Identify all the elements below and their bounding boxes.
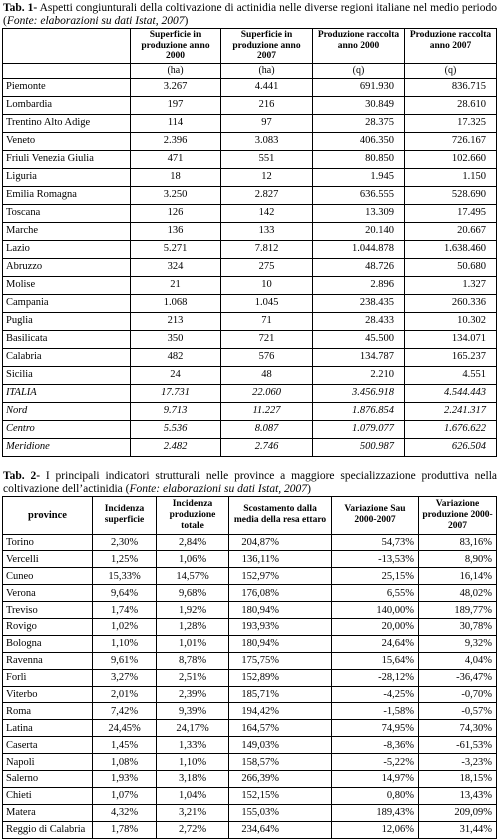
table2-cell: 4,04% [419, 652, 497, 669]
table1-column-header: Superficie in produzione anno 2000 [131, 29, 221, 64]
province-name: Verona [3, 585, 93, 602]
table2-cell: 18,15% [419, 770, 497, 787]
table2-cell: 9,61% [93, 652, 157, 669]
table1-cell: 482 [131, 348, 221, 366]
table1-total-cell: 1.876.854 [313, 402, 405, 420]
table1-cell: 102.660 [405, 150, 497, 168]
table2-row [3, 602, 497, 619]
table1-total-cell: 626.504 [405, 438, 497, 456]
table2-cell: 74,30% [419, 720, 497, 737]
table1-cell: 142 [221, 204, 313, 222]
province-name: Latina [3, 720, 93, 737]
table1-cell: 528.690 [405, 186, 497, 204]
province-name: Vercelli [3, 551, 93, 568]
table2-cell: 9,39% [157, 703, 229, 720]
table1-unit-label: (ha) [131, 63, 221, 78]
table1-cell: 836.715 [405, 78, 497, 96]
region-name: Emilia Romagna [3, 186, 131, 204]
table1-column-header: Superficie in produzione anno 2007 [221, 29, 313, 64]
table1-cell: 691.930 [313, 78, 405, 96]
table1-row [3, 240, 497, 258]
table2-cell: -0,57% [419, 703, 497, 720]
table1-cell: 133 [221, 222, 313, 240]
table2-row [3, 737, 497, 754]
table2-cell: 0,80% [332, 787, 419, 804]
table2-cell: 136,11% [229, 551, 332, 568]
table1-row [3, 78, 497, 96]
table1-cell: 3.250 [131, 186, 221, 204]
table2-cell: 2,39% [157, 686, 229, 703]
table2-cell: 189,77% [419, 602, 497, 619]
region-name: Trentino Alto Adige [3, 114, 131, 132]
table1-row [3, 186, 497, 204]
table1-cell: 28.610 [405, 96, 497, 114]
table1-cell: 134.787 [313, 348, 405, 366]
table2-cell: 140,00% [332, 602, 419, 619]
region-name: Puglia [3, 312, 131, 330]
table2-cell: 3,27% [93, 669, 157, 686]
table1-row [3, 114, 497, 132]
table2-cell: 175,75% [229, 652, 332, 669]
table1-cell: 136 [131, 222, 221, 240]
table2-cell: 6,55% [332, 585, 419, 602]
table2-cell: 1,02% [93, 618, 157, 635]
region-name: Molise [3, 276, 131, 294]
table1-total-row [3, 384, 497, 402]
table2-cell: 1,25% [93, 551, 157, 568]
table1-cell: 726.167 [405, 132, 497, 150]
table1-total-cell: 1.079.077 [313, 420, 405, 438]
table1-cell: 2.210 [313, 366, 405, 384]
table2-cell: 2,51% [157, 669, 229, 686]
table1-cell: 1.150 [405, 168, 497, 186]
table2-cell: 1,08% [93, 754, 157, 771]
table2-row [3, 804, 497, 821]
province-name: Salerno [3, 770, 93, 787]
table2-column-header: Variazione produzione 2000-2007 [419, 496, 497, 534]
table2-cell: 194,42% [229, 703, 332, 720]
table2-cell: 7,42% [93, 703, 157, 720]
table2-cell: 1,74% [93, 602, 157, 619]
table1-cell: 114 [131, 114, 221, 132]
table2-cell: 2,30% [93, 534, 157, 551]
table2-cell: 152,15% [229, 787, 332, 804]
table2-cell: 266,39% [229, 770, 332, 787]
table2-cell: -13,53% [332, 551, 419, 568]
table2-cell: 155,03% [229, 804, 332, 821]
table1-total-cell: 22.060 [221, 384, 313, 402]
table2-row [3, 652, 497, 669]
region-name: Toscana [3, 204, 131, 222]
table2-row [3, 703, 497, 720]
table2-column-header: Incidenza produzione totale [157, 496, 229, 534]
table2-cell: 83,16% [419, 534, 497, 551]
province-name: Forlì [3, 669, 93, 686]
area-name: Nord [3, 402, 131, 420]
table2-row [3, 787, 497, 804]
table1-total-row [3, 420, 497, 438]
area-name: ITALIA [3, 384, 131, 402]
table2-cell: 1,01% [157, 635, 229, 652]
table2-caption [0, 468, 500, 496]
table2-cell: 3,18% [157, 770, 229, 787]
table2-row [3, 534, 497, 551]
table2-body [3, 534, 497, 838]
table2-cell: 1,07% [93, 787, 157, 804]
table2-cell: 1,06% [157, 551, 229, 568]
table1-cell: 165.237 [405, 348, 497, 366]
table1-unit-label [3, 63, 131, 78]
table2-cell: 4,32% [93, 804, 157, 821]
table2-cell: -3,23% [419, 754, 497, 771]
table2-cell: -4,25% [332, 686, 419, 703]
table1-cell: 238.435 [313, 294, 405, 312]
table2-cell: 9,64% [93, 585, 157, 602]
region-name: Veneto [3, 132, 131, 150]
table1-cell: 97 [221, 114, 313, 132]
table2-column-header: province [3, 496, 93, 534]
table1-caption-end: ) [184, 15, 189, 27]
table2-cell: 193,93% [229, 618, 332, 635]
table2-cell: 13,43% [419, 787, 497, 804]
table1-cell: 18 [131, 168, 221, 186]
table2-label: Tab. 2- [3, 469, 41, 482]
table1-cell: 4.551 [405, 366, 497, 384]
table2-row [3, 618, 497, 635]
table1-cell: 28.375 [313, 114, 405, 132]
table1-cell: 13.309 [313, 204, 405, 222]
province-name: Viterbo [3, 686, 93, 703]
table1-cell: 45.500 [313, 330, 405, 348]
table2-cell: -61,53% [419, 737, 497, 754]
table1-cell: 275 [221, 258, 313, 276]
table2-header-row [3, 496, 497, 534]
table1-total-cell: 8.087 [221, 420, 313, 438]
province-name: Ravenna [3, 652, 93, 669]
area-name: Centro [3, 420, 131, 438]
table1-cell: 636.555 [313, 186, 405, 204]
table2-row [3, 568, 497, 585]
table1-cell: 10 [221, 276, 313, 294]
table1-cell: 30.849 [313, 96, 405, 114]
table2-cell: 152,89% [229, 669, 332, 686]
table1-cell: 1.068 [131, 294, 221, 312]
table2-cell: 24,64% [332, 635, 419, 652]
table1-cell: 50.680 [405, 258, 497, 276]
table2-cell: -5,22% [332, 754, 419, 771]
table2-cell: -8,36% [332, 737, 419, 754]
table1-cell: 17.495 [405, 204, 497, 222]
table2-row [3, 635, 497, 652]
table2-cell: 3,21% [157, 804, 229, 821]
table1-total-cell: 17.731 [131, 384, 221, 402]
table1-total-cell: 5.536 [131, 420, 221, 438]
table1-cell: 2.827 [221, 186, 313, 204]
table2-row [3, 770, 497, 787]
table2-cell: 164,57% [229, 720, 332, 737]
table2-cell: -28,12% [332, 669, 419, 686]
table2-caption-source: Fonte: elaborazioni su dati Istat, 2007 [129, 482, 308, 495]
table2-cell: 8,78% [157, 652, 229, 669]
table1-row [3, 150, 497, 168]
table2-cell: 24,17% [157, 720, 229, 737]
table2-cell: 20,00% [332, 618, 419, 635]
table2-cell: 180,94% [229, 602, 332, 619]
table1-header-row [3, 29, 497, 64]
table2-cell: 15,33% [93, 568, 157, 585]
table1-units-row [3, 63, 497, 78]
table2 [2, 496, 497, 839]
table2-cell: 14,57% [157, 568, 229, 585]
province-name: Napoli [3, 754, 93, 771]
table2-cell: 185,71% [229, 686, 332, 703]
table1-row [3, 366, 497, 384]
table2-cell: -36,47% [419, 669, 497, 686]
table1-column-header [3, 29, 131, 64]
table1-total-cell: 1.676.622 [405, 420, 497, 438]
table1-row [3, 312, 497, 330]
table1-cell: 576 [221, 348, 313, 366]
table2-cell: 149,03% [229, 737, 332, 754]
table2-row [3, 669, 497, 686]
province-name: Reggio di Calabria [3, 821, 93, 838]
region-name: Piemonte [3, 78, 131, 96]
region-name: Calabria [3, 348, 131, 366]
table2-cell: 8,90% [419, 551, 497, 568]
region-name: Basilicata [3, 330, 131, 348]
table1-cell: 80.850 [313, 150, 405, 168]
table2-cell: 189,43% [332, 804, 419, 821]
province-name: Bologna [3, 635, 93, 652]
table1-unit-label: (q) [405, 63, 497, 78]
table2-cell: 12,06% [332, 821, 419, 838]
table2-cell: 158,57% [229, 754, 332, 771]
table1-cell: 71 [221, 312, 313, 330]
table1-cell: 20.140 [313, 222, 405, 240]
table1-unit-label: (ha) [221, 63, 313, 78]
table2-cell: 1,78% [93, 821, 157, 838]
table2-column-header: Scostamento dalla media della resa ettaro [229, 496, 332, 534]
table2-column-header: Incidenza superficie [93, 496, 157, 534]
province-name: Rovigo [3, 618, 93, 635]
table1-cell: 471 [131, 150, 221, 168]
table1-body [3, 78, 497, 456]
table2-cell: 234,64% [229, 821, 332, 838]
table1-total-cell: 9.713 [131, 402, 221, 420]
table1-caption [0, 0, 500, 28]
table2-cell: 1,28% [157, 618, 229, 635]
table1-cell: 3.267 [131, 78, 221, 96]
province-name: Chieti [3, 787, 93, 804]
table1-column-header: Produzione raccolta anno 2000 [313, 29, 405, 64]
province-name: Roma [3, 703, 93, 720]
table1-total-cell: 11.227 [221, 402, 313, 420]
table1-cell: 134.071 [405, 330, 497, 348]
table2-row [3, 720, 497, 737]
table2-cell: 204,87% [229, 534, 332, 551]
table1-cell: 721 [221, 330, 313, 348]
table1-cell: 10.302 [405, 312, 497, 330]
table1-cell: 350 [131, 330, 221, 348]
table2-cell: 1,10% [93, 635, 157, 652]
table2-row [3, 551, 497, 568]
table1-cell: 5.271 [131, 240, 221, 258]
table1-cell: 21 [131, 276, 221, 294]
table1-cell: 48.726 [313, 258, 405, 276]
table1-cell: 551 [221, 150, 313, 168]
table1-caption-source: Fonte: elaborazioni su dati Istat, 2007 [6, 15, 185, 27]
table1-cell: 197 [131, 96, 221, 114]
table1-label: Tab. 1- [3, 2, 38, 14]
region-name: Friuli Venezia Giulia [3, 150, 131, 168]
table1-caption-text: Aspetti congiunturali della coltivazione di actinidia nelle diverse regioni italiane nel medio periodo ( [3, 2, 498, 27]
table2-cell: 2,72% [157, 821, 229, 838]
region-name: Abruzzo [3, 258, 131, 276]
table1-cell: 12 [221, 168, 313, 186]
table1-cell: 1.327 [405, 276, 497, 294]
table2-cell: 25,15% [332, 568, 419, 585]
table1-cell: 406.350 [313, 132, 405, 150]
table1-row [3, 222, 497, 240]
table1-total-row [3, 438, 497, 456]
table1-cell: 17.325 [405, 114, 497, 132]
table2-cell: 54,73% [332, 534, 419, 551]
table1-row [3, 96, 497, 114]
table2-cell: 31,44% [419, 821, 497, 838]
table1 [2, 28, 497, 457]
table1-cell: 2.896 [313, 276, 405, 294]
table1-total-cell: 2.241.317 [405, 402, 497, 420]
table1-cell: 28.433 [313, 312, 405, 330]
table2-row [3, 821, 497, 838]
table1-column-header: Produzione raccolta anno 2007 [405, 29, 497, 64]
table1-cell: 126 [131, 204, 221, 222]
table1-cell: 24 [131, 366, 221, 384]
table1-total-cell: 2.746 [221, 438, 313, 456]
table2-cell: 1,45% [93, 737, 157, 754]
table2-cell: 14,97% [332, 770, 419, 787]
province-name: Torino [3, 534, 93, 551]
table2-caption-text: I principali indicatori strutturali nelle province a maggiore specializzazione produttiva nella coltivazione dell’actinidia ( [3, 469, 497, 495]
table2-cell: 2,01% [93, 686, 157, 703]
region-name: Campania [3, 294, 131, 312]
table2-cell: 1,10% [157, 754, 229, 771]
region-name: Sicilia [3, 366, 131, 384]
table1-row [3, 258, 497, 276]
table2-cell: 30,78% [419, 618, 497, 635]
table1-cell: 1.638.460 [405, 240, 497, 258]
table2-cell: 180,94% [229, 635, 332, 652]
table2-cell: 152,97% [229, 568, 332, 585]
table2-cell: 176,08% [229, 585, 332, 602]
province-name: Caserta [3, 737, 93, 754]
table1-row [3, 276, 497, 294]
table1-total-cell: 4.544.443 [405, 384, 497, 402]
table1-cell: 20.667 [405, 222, 497, 240]
region-name: Lombardia [3, 96, 131, 114]
area-name: Meridione [3, 438, 131, 456]
table1-total-cell: 2.482 [131, 438, 221, 456]
table1-cell: 213 [131, 312, 221, 330]
table1-cell: 324 [131, 258, 221, 276]
table2-row [3, 754, 497, 771]
table2-row [3, 686, 497, 703]
table2-cell: 1,92% [157, 602, 229, 619]
table1-total-cell: 3.456.918 [313, 384, 405, 402]
table1-unit-label: (q) [313, 63, 405, 78]
table1-cell: 260.336 [405, 294, 497, 312]
table2-cell: -0,70% [419, 686, 497, 703]
table1-row [3, 330, 497, 348]
province-name: Cuneo [3, 568, 93, 585]
table1-cell: 216 [221, 96, 313, 114]
table1-cell: 1.044.878 [313, 240, 405, 258]
table2-cell: 1,33% [157, 737, 229, 754]
table1-cell: 1.045 [221, 294, 313, 312]
table2-cell: 1,04% [157, 787, 229, 804]
table1-cell: 4.441 [221, 78, 313, 96]
table2-cell: 1,93% [93, 770, 157, 787]
table1-row [3, 204, 497, 222]
table1-total-row [3, 402, 497, 420]
table2-caption-end: ) [307, 482, 311, 495]
table1-row [3, 294, 497, 312]
table1-row [3, 348, 497, 366]
table2-cell: 9,32% [419, 635, 497, 652]
region-name: Lazio [3, 240, 131, 258]
table1-row [3, 168, 497, 186]
table2-cell: 48,02% [419, 585, 497, 602]
region-name: Liguria [3, 168, 131, 186]
table1-cell: 1.945 [313, 168, 405, 186]
region-name: Marche [3, 222, 131, 240]
table1-total-cell: 500.987 [313, 438, 405, 456]
table2-cell: 16,14% [419, 568, 497, 585]
table2-cell: 9,68% [157, 585, 229, 602]
province-name: Treviso [3, 602, 93, 619]
table1-cell: 3.083 [221, 132, 313, 150]
table2-row [3, 585, 497, 602]
table2-cell: 24,45% [93, 720, 157, 737]
table2-cell: 15,64% [332, 652, 419, 669]
table1-cell: 48 [221, 366, 313, 384]
table2-cell: 209,09% [419, 804, 497, 821]
table1-cell: 7.812 [221, 240, 313, 258]
table2-cell: -1,58% [332, 703, 419, 720]
province-name: Matera [3, 804, 93, 821]
table2-cell: 2,84% [157, 534, 229, 551]
table2-column-header: Variazione Sau 2000-2007 [332, 496, 419, 534]
table1-cell: 2.396 [131, 132, 221, 150]
table2-cell: 74,95% [332, 720, 419, 737]
table1-row [3, 132, 497, 150]
